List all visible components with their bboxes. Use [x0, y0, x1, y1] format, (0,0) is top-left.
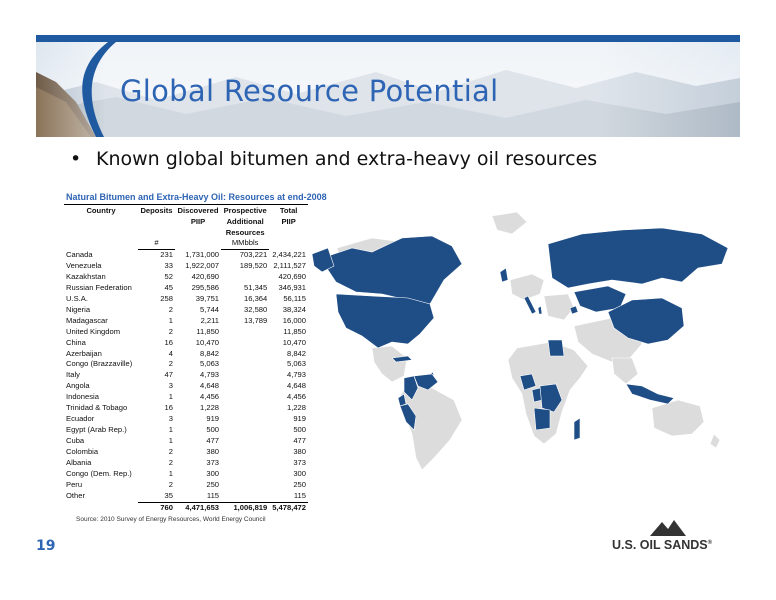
totals-row: [64, 502, 308, 513]
cell-prospective: [221, 349, 269, 360]
cell-prospective: [221, 447, 269, 458]
cell-discovered: 373: [206, 458, 220, 468]
cell-country: Congo (Dem. Rep.): [66, 469, 132, 479]
cell-total: 11,850: [283, 326, 306, 336]
cell-country: Peru: [66, 479, 83, 489]
table-row: [64, 392, 308, 403]
table-row: [64, 436, 308, 447]
cell-deposits: 52: [164, 271, 173, 281]
map-uk: [500, 268, 508, 282]
cell-prospective: 32,580: [244, 304, 268, 314]
cell-prospective: 703,221: [239, 249, 268, 259]
cell-discovered: 250: [206, 479, 220, 489]
cell-total: 500: [293, 425, 306, 435]
cell-prospective: 16,364: [244, 293, 268, 303]
cell-deposits: 33: [164, 260, 173, 270]
cell-discovered: 477: [206, 436, 220, 446]
table-row: [64, 447, 308, 458]
cell-total: 8,842: [286, 348, 306, 358]
cell-discovered: 4,456: [200, 392, 220, 402]
cell-country: Trinidad & Tobago: [66, 403, 128, 413]
cell-deposits: 3: [168, 381, 173, 391]
table-row: [64, 414, 308, 425]
cell-discovered: 300: [206, 469, 220, 479]
cell-total: 250: [293, 479, 306, 489]
cell-discovered: 1,228: [200, 403, 220, 413]
total-total: 5,478,472: [269, 502, 308, 513]
cell-prospective: 189,520: [239, 260, 268, 270]
cell-country: Albania: [66, 458, 92, 468]
map-usa: [336, 294, 434, 348]
cell-total: 380: [293, 447, 306, 457]
table-row: [64, 249, 308, 260]
cell-discovered: 919: [206, 414, 220, 424]
cell-total: 4,648: [286, 381, 306, 391]
col-total-sub: PIIP: [281, 217, 296, 226]
cell-total: 2,434,221: [272, 249, 306, 259]
cell-prospective: [221, 327, 269, 338]
cell-country: China: [66, 337, 86, 347]
cell-country: Kazakhstan: [66, 271, 106, 281]
map-egypt: [548, 340, 564, 356]
cell-deposits: 35: [164, 490, 173, 500]
cell-total: 5,063: [286, 359, 306, 369]
cell-deposits: 2: [168, 479, 173, 489]
cell-prospective: [221, 370, 269, 381]
col-total: Total: [269, 205, 308, 217]
table-row: [64, 283, 308, 294]
cell-total: 477: [293, 436, 306, 446]
cell-deposits: 2: [168, 458, 173, 468]
cell-deposits: 1: [168, 392, 173, 402]
bullet-point: [70, 148, 597, 170]
cell-deposits: 2: [168, 447, 173, 457]
cell-country: Indonesia: [66, 392, 99, 402]
table-title: Natural Bitumen and Extra-Heavy Oil: Resources at end-2008: [66, 192, 327, 202]
cell-deposits: 47: [164, 370, 173, 380]
total-deposits: 760: [138, 502, 175, 513]
cell-deposits: 1: [168, 436, 173, 446]
cell-country: Egypt (Arab Rep.): [66, 425, 127, 435]
cell-prospective: [221, 403, 269, 414]
cell-prospective: [221, 359, 269, 370]
cell-total: 373: [293, 458, 306, 468]
cell-country: Canada: [66, 249, 93, 259]
cell-total: 56,115: [283, 293, 306, 303]
source-note: Source: 2010 Survey of Energy Resources, World Energy Council: [76, 516, 266, 523]
cell-total: 2,111,527: [273, 260, 306, 270]
table-row: [64, 425, 308, 436]
slide-title: Global Resource Potential: [120, 74, 499, 108]
total-prospective: 1,006,819: [221, 502, 269, 513]
map-angola: [534, 408, 550, 430]
cell-country: Venezuela: [66, 260, 102, 270]
table-row: [64, 491, 308, 502]
cell-deposits: 1: [168, 469, 173, 479]
table-row: [64, 469, 308, 480]
cell-prospective: [221, 338, 269, 349]
cell-discovered: 5,744: [200, 304, 220, 314]
cell-total: 16,000: [282, 315, 306, 325]
cell-country: Congo (Brazzaville): [66, 359, 133, 369]
col-prospective: Prospective: [221, 205, 269, 217]
cell-deposits: 16: [164, 403, 173, 413]
cell-total: 4,456: [286, 392, 306, 402]
table-row: [64, 381, 308, 392]
cell-prospective: [221, 458, 269, 469]
cell-total: 38,324: [282, 304, 306, 314]
map-madagascar: [574, 418, 580, 440]
cell-discovered: 295,586: [191, 282, 220, 292]
col-discovered: Discovered: [175, 205, 221, 217]
bullet-icon: •: [70, 148, 82, 170]
cell-country: United Kingdom: [66, 326, 121, 336]
cell-discovered: 5,063: [200, 359, 220, 369]
cell-discovered: 4,793: [200, 370, 220, 380]
table-row: [64, 338, 308, 349]
cell-country: Azerbaijan: [66, 348, 102, 358]
cell-total: 10,470: [282, 337, 306, 347]
cell-country: Nigeria: [66, 304, 91, 314]
cell-total: 346,931: [278, 282, 306, 292]
cell-deposits: 1: [168, 315, 173, 325]
cell-country: Madagascar: [66, 315, 108, 325]
cell-prospective: [221, 491, 269, 502]
cell-discovered: 10,470: [195, 337, 220, 347]
table-row: [64, 272, 308, 283]
col-prospective-sub2: Resources: [225, 228, 265, 237]
total-discovered: 4,471,653: [175, 502, 221, 513]
table-body: [64, 238, 308, 502]
company-logo: [612, 516, 722, 556]
cell-prospective: [221, 480, 269, 491]
cell-discovered: 2,211: [200, 315, 220, 325]
cell-deposits: 16: [164, 337, 173, 347]
cell-discovered: 39,751: [195, 293, 220, 303]
cell-deposits: 4: [168, 348, 173, 358]
table-row: [64, 261, 308, 272]
cell-discovered: 8,842: [200, 348, 220, 358]
unit-deposits: #: [138, 238, 175, 249]
cell-country: Angola: [66, 381, 90, 391]
cell-country: U.S.A.: [66, 293, 88, 303]
cell-prospective: 51,345: [244, 282, 268, 292]
table-row: [64, 327, 308, 338]
cell-deposits: 2: [168, 326, 173, 336]
cell-country: Other: [66, 491, 85, 501]
cell-total: 300: [293, 469, 306, 479]
col-country: Country: [64, 205, 138, 217]
cell-total: 115: [293, 490, 306, 500]
cell-discovered: 115: [206, 490, 220, 500]
cell-deposits: 2: [168, 304, 173, 314]
logo-mountain-icon: [648, 518, 688, 538]
col-discovered-sub: PIIP: [190, 217, 206, 226]
cell-total: 1,228: [286, 403, 306, 413]
cell-country: Ecuador: [66, 414, 95, 424]
table-row: [64, 305, 308, 316]
cell-deposits: 231: [160, 249, 173, 259]
header-bar: [36, 35, 740, 42]
cell-discovered: 500: [206, 425, 220, 435]
cell-discovered: 420,690: [191, 271, 220, 281]
col-deposits: Deposits: [138, 205, 175, 217]
cell-discovered: 1,731,000: [185, 249, 220, 259]
cell-country: Russian Federation: [66, 282, 132, 292]
unit-volume: MMbbls: [221, 238, 269, 249]
table-row: [64, 294, 308, 305]
cell-prospective: [221, 425, 269, 436]
cell-country: Colombia: [66, 447, 99, 457]
bullet-text: Known global bitumen and extra-heavy oil resources: [96, 148, 598, 170]
table-row: [64, 349, 308, 360]
table-row: [64, 403, 308, 414]
cell-prospective: 13,789: [244, 315, 268, 325]
cell-discovered: 4,648: [200, 381, 220, 391]
table-row: [64, 316, 308, 327]
table-row: [64, 370, 308, 381]
logo-text: U.S. OIL SANDS: [612, 538, 708, 552]
col-prospective-sub: Additional: [226, 217, 264, 226]
map-italy: [524, 296, 536, 314]
table-row: [64, 359, 308, 370]
cell-total: 919: [293, 414, 306, 424]
map-russia: [548, 228, 728, 288]
cell-prospective: [221, 392, 269, 403]
cell-total: 4,793: [286, 370, 306, 380]
cell-deposits: 1: [168, 425, 173, 435]
cell-country: Cuba: [66, 436, 85, 446]
map-indonesia: [626, 384, 674, 404]
page-number: 19: [36, 538, 56, 554]
table-row: [64, 458, 308, 469]
cell-discovered: 380: [206, 447, 220, 457]
cell-country: Italy: [66, 370, 80, 380]
cell-deposits: 258: [160, 293, 173, 303]
cell-total: 420,690: [278, 271, 306, 281]
cell-deposits: 3: [168, 414, 173, 424]
resources-table: [64, 204, 308, 514]
cell-prospective: [221, 414, 269, 425]
cell-prospective: [221, 272, 269, 283]
cell-prospective: [221, 469, 269, 480]
map-albania: [538, 306, 542, 314]
cell-prospective: [221, 381, 269, 392]
cell-prospective: [221, 436, 269, 447]
cell-discovered: 11,850: [196, 326, 220, 336]
cell-deposits: 45: [164, 282, 173, 292]
logo-registered: ®: [707, 539, 713, 546]
table-row: [64, 480, 308, 491]
world-map: [312, 208, 732, 484]
cell-discovered: 1,922,007: [185, 260, 220, 270]
cell-deposits: 2: [168, 359, 173, 369]
